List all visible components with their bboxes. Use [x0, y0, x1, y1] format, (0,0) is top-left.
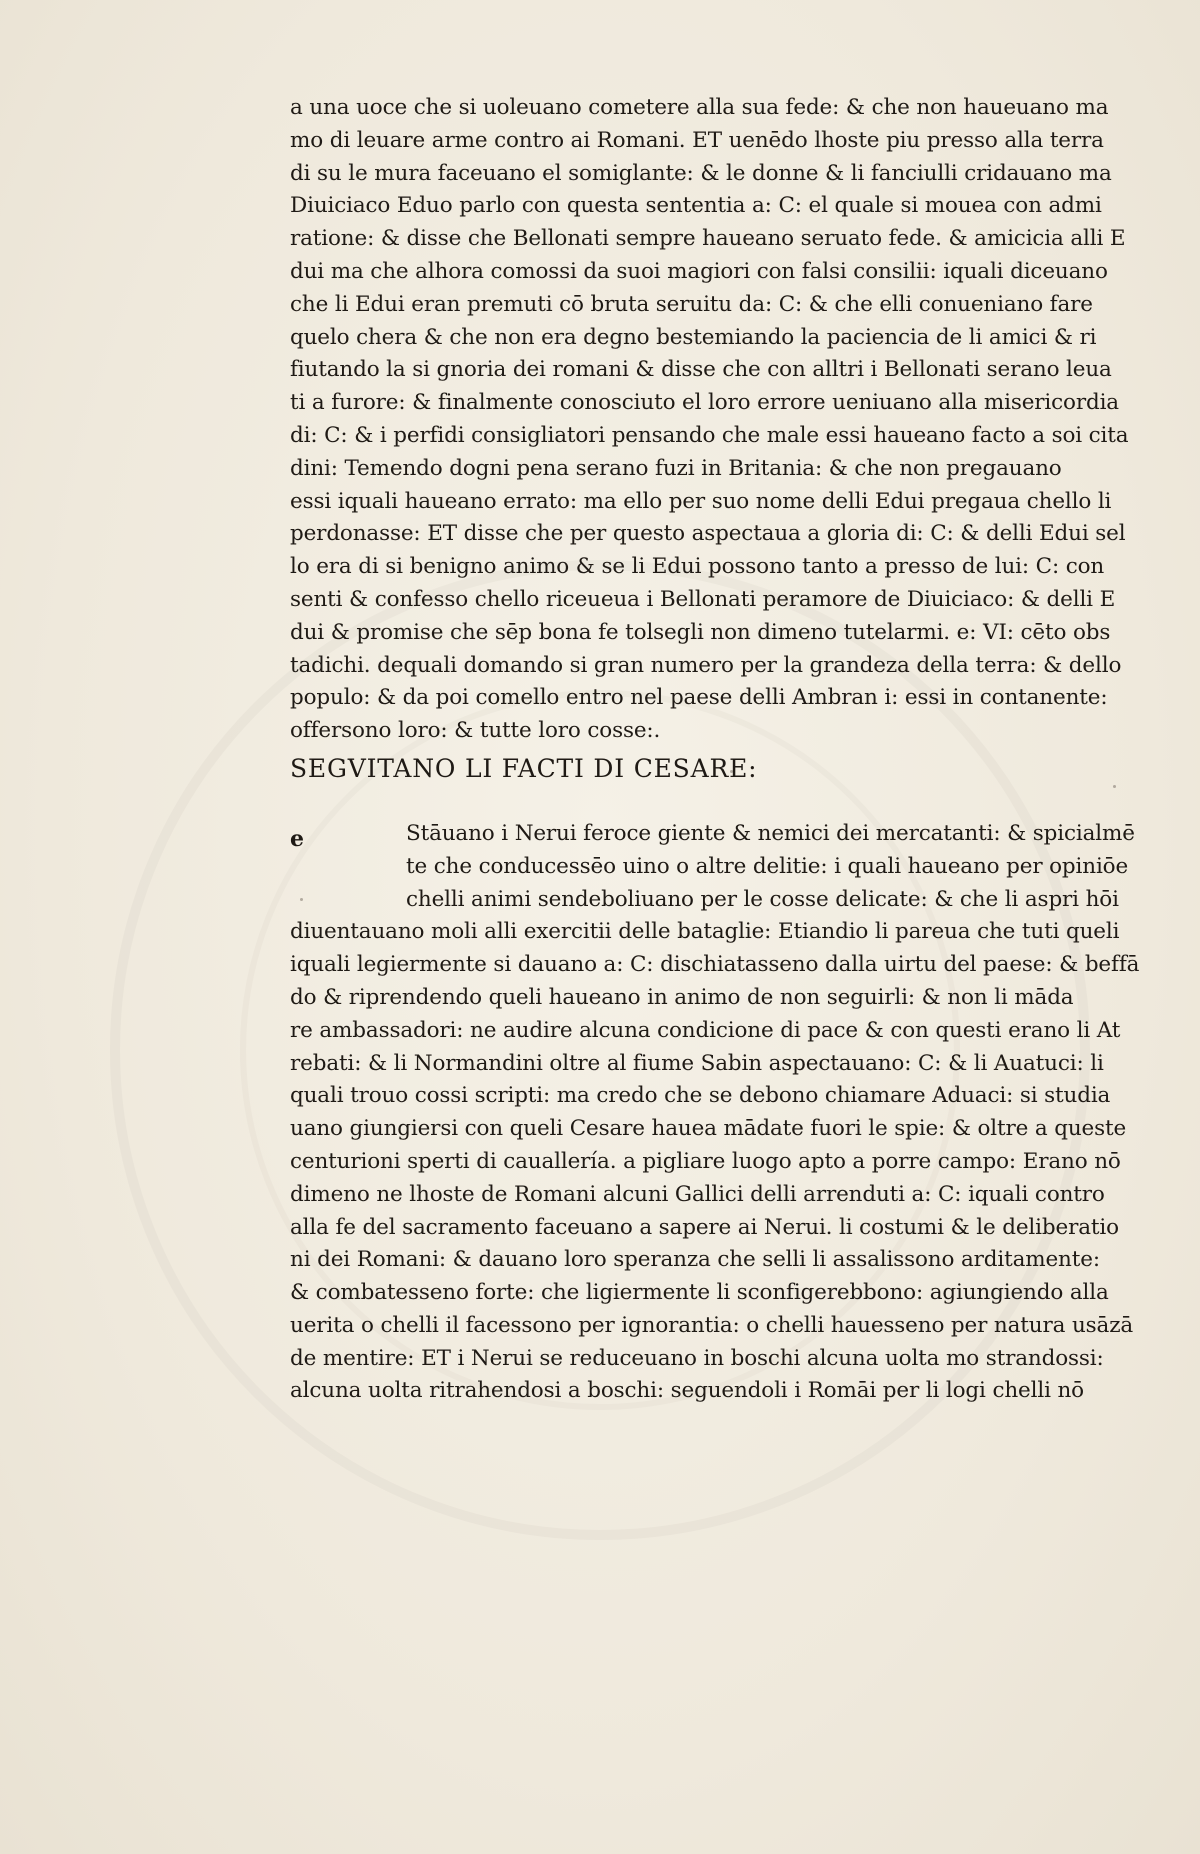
text-line: dui ma che alhora comossi da suoi magiori con falsi consilii: iquali diceuano: [290, 258, 1108, 284]
text-line: populo: & da poi comello entro nel paese delli Ambran i: essi in contanente:: [290, 685, 1108, 711]
text-line: iquali legiermente si dauano a: C: dischiatasseno dalla uirtu del paese: & beffā: [290, 952, 1140, 978]
text-line: de mentire: ET i Nerui se reduceuano in boschi alcuna uolta mo strandossi:: [290, 1345, 1104, 1371]
text-line: uano giungiersi con queli Cesare hauea mādate fuori le spie: & oltre a queste: [290, 1116, 1127, 1142]
text-line: essi iquali haueano errato: ma ello per suo nome delli Edui pregaua chello li: [290, 488, 1112, 514]
lower-paragraph: [290, 916, 1140, 1408]
upper-paragraph: [290, 92, 1130, 748]
text-line: perdonasse: ET disse che per questo aspectaua a gloria di: C: & delli Edui sel: [290, 521, 1126, 547]
text-line: do & riprendendo queli haueano in animo de non seguirli: & non li māda: [290, 984, 1074, 1010]
text-line: dimeno ne lhoste de Romani alcuni Gallici delli arrenduti a: C: iquali contro: [290, 1181, 1105, 1207]
text-line: quali trouo cossi scripti: ma credo che se debono chiamare Aduaci: si studia: [290, 1083, 1111, 1109]
text-line: re ambassadori: ne audire alcuna condicione di pace & con questi erano li At: [290, 1017, 1121, 1043]
section-heading: SEGVITANO LI FACTI DI CESARE:: [290, 753, 758, 783]
text-line: rebati: & li Normandini oltre al fiume Sabin aspectauano: C: & li Auatuci: li: [290, 1050, 1104, 1076]
text-line: ni dei Romani: & dauano loro speranza che selli li assalissono arditamente:: [290, 1247, 1100, 1273]
text-line: alcuna uolta ritrahendosi a boschi: seguendoli i Romāi per li logi chelli nō: [290, 1378, 1084, 1404]
text-line: dini: Temendo dogni pena serano fuzi in Britania: & che non pregauano: [290, 455, 1062, 481]
text-line: Diuiciaco Eduo parlo con questa sententia a: C: el quale si mouea con admi: [290, 193, 1102, 219]
text-line: fiutando la si gnoria dei romani & disse che con alltri i Bellonati serano leua: [290, 357, 1112, 383]
lower-section: [290, 818, 1140, 1408]
indented-text-line: chelli animi sendeboliuano per le cosse delicate: & che li aspri hōi: [406, 886, 1119, 912]
indented-text-line: te che conducessēo uino o altre delitie: i quali haueano per opiniōe: [406, 853, 1129, 879]
indented-text-line: Stāuano i Nerui feroce giente & nemici dei mercatanti: & spicialmē: [406, 820, 1135, 846]
text-line: ratione: & disse che Bellonati sempre haueano seruato fede. & amicicia alli E: [290, 226, 1126, 252]
indented-paragraph: [290, 818, 1135, 916]
text-line: & combatesseno forte: che ligiermente li sconfigerebbono: agiungiendo alla: [290, 1280, 1109, 1306]
text-line: alla fe del sacramento faceuano a sapere ai Nerui. li costumi & le deliberatio: [290, 1214, 1119, 1240]
text-line: quelo chera & che non era degno bestemiando la paciencia de li amici & ri: [290, 324, 1097, 350]
text-line: di su le mura faceuano el somiglante: & le donne & li fanciulli cridauano ma: [290, 160, 1112, 186]
text-line: tadichi. dequali domando si gran numero per la grandeza della terra: & dello: [290, 652, 1122, 678]
guide-letter: e: [290, 825, 304, 852]
text-line: senti & confesso chello riceueua i Bellonati peramore de Diuiciaco: & delli E: [290, 586, 1116, 612]
text-line: centurioni sperti di cauallería. a pigliare luogo apto a porre campo: Erano nō: [290, 1148, 1121, 1174]
text-line: uerita o chelli il facessono per ignorantia: o chelli hauesseno per natura usāzā: [290, 1312, 1134, 1338]
text-line: ti a furore: & finalmente conosciuto el loro errore ueniuano alla misericordia: [290, 390, 1119, 416]
text-line: lo era di si benigno animo & se li Edui possono tanto a presso de lui: C: con: [290, 554, 1105, 580]
text-line: mo di leuare arme contro ai Romani. ET uenēdo lhoste piu presso alla terra: [290, 127, 1104, 153]
text-line: di: C: & i perfidi consigliatori pensando che male essi haueano facto a soi cita: [290, 422, 1129, 448]
text-block: [290, 92, 1140, 1408]
text-line: che li Edui eran premuti cō bruta seruitu da: C: & che elli conueniano fare: [290, 291, 1093, 317]
text-line: dui & promise che sēp bona fe tolsegli non dimeno tutelarmi. e: VI: cēto obs: [290, 619, 1111, 645]
text-line: offersono loro: & tutte loro cosse:.: [290, 718, 661, 744]
text-line: a una uoce che si uoleuano cometere alla sua fede: & che non haueuano ma: [290, 95, 1109, 120]
heading-gap: [290, 788, 1130, 818]
text-line: diuentauano moli alli exercitii delle bataglie: Etiandio li pareua che tuti queli: [290, 919, 1120, 945]
